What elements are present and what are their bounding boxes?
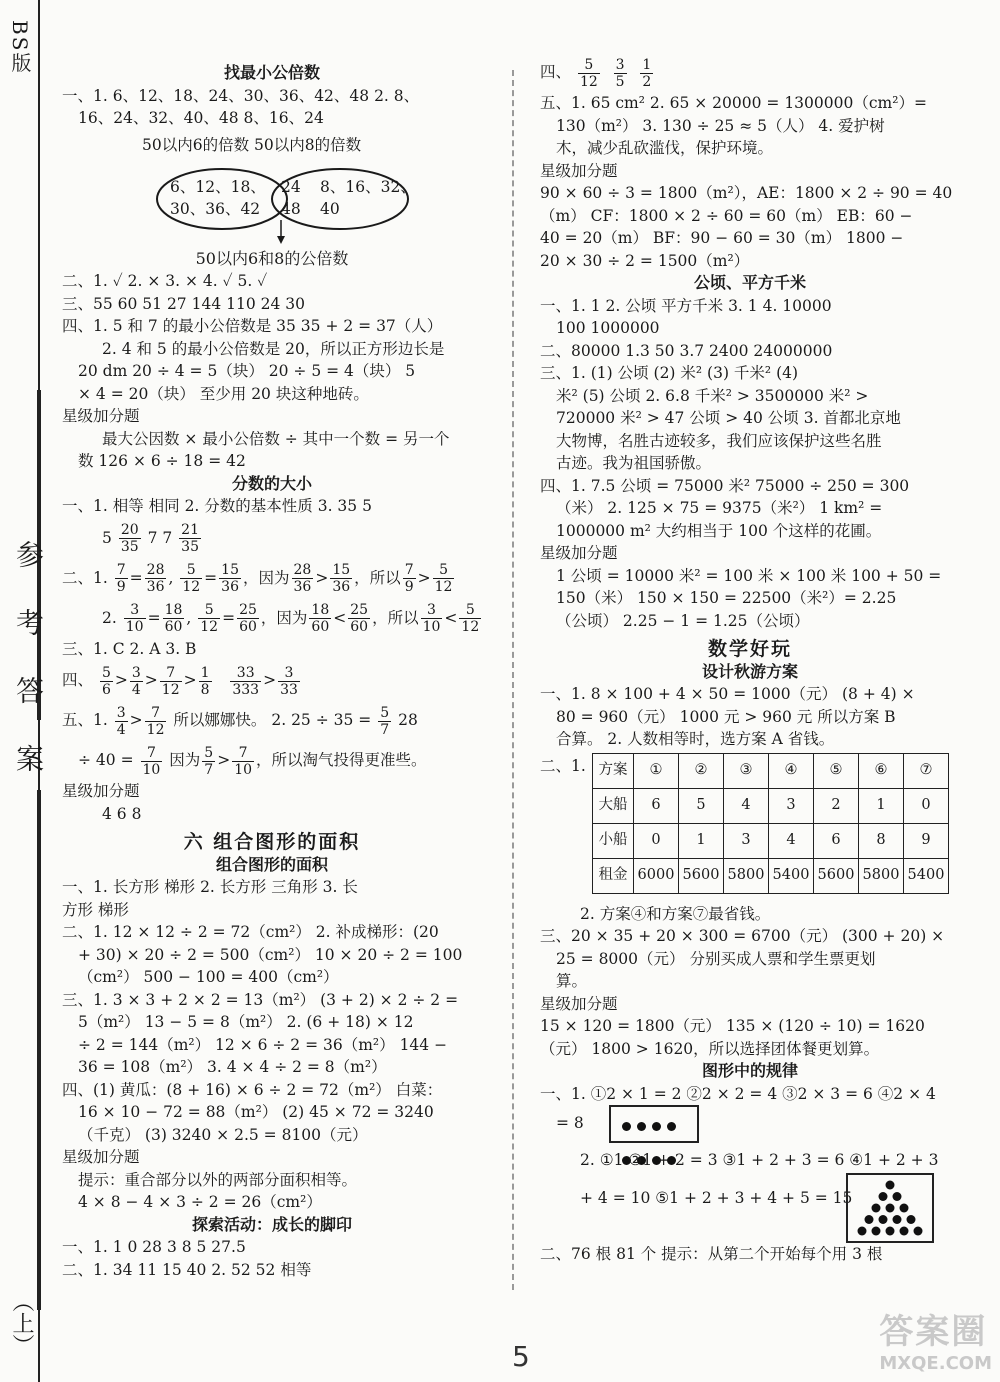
table-cell: ⑤: [814, 753, 859, 788]
table-cell: ⑥: [859, 753, 904, 788]
dot: [858, 1227, 867, 1236]
table-cell: 8: [859, 823, 904, 858]
answer-line: 2. 4 和 5 的最小公倍数是 20，所以正方形边长是: [102, 339, 445, 358]
answer-line: 二、1. ✓ 2. × 3. × 4. ✓ 5. ✓: [62, 272, 268, 290]
answer-line: + 30) × 20 ÷ 2 = 500（cm²） 10 × 20 ÷ 2 = 100: [78, 945, 463, 964]
text: = 8: [556, 1114, 584, 1132]
answer-line: 15 × 120 = 1800（元） 135 × (120 ÷ 10) = 1620: [540, 1017, 925, 1035]
page-number: 5: [512, 1340, 530, 1373]
dot: [865, 1215, 874, 1224]
venn-diagram: [62, 134, 482, 244]
text: 所以娜娜快。 2. 25 ÷ 35 =: [173, 711, 372, 729]
section-title: 公顷、平方千米: [693, 273, 806, 292]
text: 7 7: [147, 528, 173, 547]
bonus-title: 星级加分题: [540, 994, 618, 1013]
watermark: [879, 1304, 992, 1374]
answer-line: 2. ①1 ②1 + 2 = 3 ③1 + 2 + 3 = 6 ④1 + 2 + 3: [580, 1151, 939, 1169]
denominator: 8: [200, 681, 210, 698]
answer-line: 5（m²） 13 − 5 = 8（m²） 2. (6 + 18) × 12: [78, 1013, 414, 1031]
denominator: 12: [146, 721, 165, 738]
numerator: 5: [198, 602, 220, 619]
triangle-block: [540, 1139, 960, 1229]
answer-line: （m） CF：1800 × 2 ÷ 60 = 60（m） EB：60 −: [540, 206, 913, 225]
answer-line: 2. 方案④和方案⑦最省钱。: [580, 904, 771, 923]
dot: [886, 1227, 895, 1236]
fraction: [278, 665, 300, 698]
section-title: 图形中的规律: [701, 1061, 798, 1080]
fraction: [124, 602, 146, 635]
table-row: [593, 858, 949, 893]
text: 5: [102, 528, 112, 547]
numerator: 7: [145, 705, 167, 722]
venn-common-1: 24: [281, 177, 301, 196]
answer-line: 20 dm 20 ÷ 4 = 5（块） 20 ÷ 5 = 4（块） 5: [78, 362, 416, 380]
text: 五、1.: [62, 711, 108, 729]
answer-line: 二、1. 34 11 15 40 2. 52 52 相等: [62, 1260, 312, 1279]
table-row: [593, 788, 949, 823]
answer-line-fractions: 二、1. $\frac{7}{9}$ = $\frac{28}{36}$ , $\frac{5}{12}$ = $\frac{15}{36}$ ，因为 $\frac{28}{36}$ > $\frac{15}{36}$ ，所以 $\frac{7}{9}$ > $\frac{5}{12}$: [62, 562, 453, 595]
denominator: 12: [161, 681, 180, 698]
answer-line: 1 公顷 = 10000 米² = 100 米 × 100 米 100 + 50 =: [556, 566, 942, 585]
answer-line: 三、55 60 51 27 144 110 24 30: [62, 294, 305, 313]
dot: [879, 1192, 888, 1201]
text: 2.: [102, 608, 117, 627]
answer-line-with-dots: [540, 1105, 960, 1139]
dot: [900, 1204, 909, 1213]
answer-line: 三、1. 3 × 3 + 2 × 2 = 13（m²） (3 + 2) × 2 ÷ 2 =: [62, 990, 459, 1009]
denominator: 10: [234, 761, 253, 778]
table-cell: 5600: [679, 858, 724, 893]
numerator: 3: [421, 602, 443, 619]
answer-line: × 4 = 20（块） 至少用 20 块这种地砖。: [78, 384, 369, 403]
right-column: [540, 56, 960, 1266]
table-cell: 2: [814, 788, 859, 823]
denominator: 12: [200, 619, 219, 635]
answer-line: （米） 2. 125 × 75 = 9375（米²） 1 km² =: [556, 499, 883, 517]
numerator: 7: [404, 562, 414, 578]
fraction: [378, 705, 391, 738]
numerator: 25: [239, 602, 257, 618]
answer-line: 16、24、32、40、48 8、16、24: [78, 109, 324, 127]
numerator: 3: [116, 704, 126, 721]
table-cell: 5400: [904, 858, 949, 893]
denominator: 36: [293, 579, 312, 595]
fraction: [614, 57, 627, 90]
numerator: 5: [180, 562, 202, 579]
answer-line: （元） 1800 > 1620，所以选择团体餐更划算。: [540, 1039, 880, 1058]
text: ，所以: [354, 568, 401, 587]
table-cell: 6: [634, 788, 679, 823]
dot-rectangle-figure: [609, 1105, 699, 1143]
answer-line: 最大公因数 × 最小公倍数 ÷ 其中一个数 = 另一个: [102, 429, 450, 448]
fraction: [230, 665, 261, 698]
column-divider: [512, 70, 514, 1290]
numerator: 1: [200, 664, 210, 681]
dot: [907, 1215, 916, 1224]
denominator: 5: [615, 73, 625, 90]
answer-line: 三、1. (1) 公顷 (2) 米² (3) 千米² (4): [540, 364, 799, 382]
denominator: 12: [461, 619, 480, 635]
numerator: 1: [642, 56, 652, 73]
dot: [900, 1227, 909, 1236]
text: 二、1.: [540, 756, 586, 775]
bonus-title: 星级加分题: [62, 407, 140, 425]
fraction: [202, 745, 215, 778]
denominator: 12: [579, 73, 598, 90]
denominator: 60: [311, 619, 330, 635]
fraction: [198, 602, 220, 635]
answer-line: 1000000 m² 大约相当于 100 个这样的花圃。: [556, 521, 882, 540]
numerator: 33: [230, 665, 261, 682]
fraction: [459, 602, 481, 635]
table-cell: 1: [859, 788, 904, 823]
numerator: 5: [101, 664, 111, 681]
venn-arrow: [62, 134, 482, 244]
fraction: [330, 562, 352, 595]
numerator: 15: [332, 562, 351, 578]
numerator: 18: [311, 602, 330, 618]
numerator: 5: [380, 704, 390, 721]
table-cell: 5400: [769, 858, 814, 893]
section-title: 找最小公倍数: [223, 63, 320, 82]
denominator: 10: [422, 619, 441, 635]
answer-line: 一、1. 6、12、18、24、30、36、42、48 2. 8、: [62, 86, 420, 105]
fraction: [119, 522, 141, 555]
text: 四、: [540, 63, 572, 81]
answer-line: 25 = 8000（元） 分别买成人票和学生票更划: [556, 949, 876, 968]
dot: [872, 1227, 881, 1236]
answer-line: 四、(1) 黄瓜：(8 + 16) × 6 ÷ 2 = 72（m²） 白菜：: [62, 1080, 443, 1099]
table-cell: 1: [679, 823, 724, 858]
text: ，因为: [243, 568, 290, 587]
table-cell: 0: [634, 823, 679, 858]
denominator: 6: [101, 681, 111, 698]
denominator: 10: [142, 761, 161, 778]
table-cell: ②: [679, 753, 724, 788]
answer-line: 4 6 8: [102, 804, 142, 823]
answer-line: 130（m²） 3. 130 ÷ 25 ≈ 5（人） 4. 爱护树: [556, 116, 885, 135]
fraction: [115, 562, 128, 595]
chapter-title: 六 组合图形的面积: [183, 831, 361, 853]
fraction: [348, 602, 370, 635]
row-header-cell: 方案: [593, 753, 634, 788]
table-cell: 5800: [859, 858, 904, 893]
numerator: 28: [293, 562, 312, 578]
fraction: [145, 705, 167, 738]
numerator: 28: [146, 562, 165, 578]
answer-line: 一、1. 长方形 梯形 2. 长方形 三角形 3. 长: [62, 878, 358, 896]
answer-line: 36 = 108（m²） 3. 4 × 4 ÷ 2 = 8（m²）: [78, 1058, 387, 1076]
answer-line-fractions: 2. $\frac{3}{10}$ = $\frac{18}{60}$ , $\frac{5}{12}$ = $\frac{25}{60}$ ，因为 $\frac{18}{60}$ < $\frac{25}{60}$ ，所以 $\frac{3}{10}$ < $\frac{5}{12}$: [102, 602, 480, 635]
dot: [652, 1122, 661, 1131]
answer-line: 大物博，名胜古迹较多，我们应该保护这些名胜: [556, 431, 882, 450]
answer-line: 100 1000000: [556, 319, 660, 337]
left-column: [62, 62, 482, 1281]
watermark-url: MXQE.COM: [879, 1353, 992, 1374]
answer-line-fractions: 四、 $\frac{5}{6}$ > $\frac{3}{4}$ > $\frac{7}{12}$ > $\frac{1}{8}$ $\frac{33}{333}$ > $\frac{3}{33}$: [62, 664, 298, 698]
answer-line: 一、1. 8 × 100 + 4 × 50 = 1000（元） (8 + 4) ×: [540, 685, 915, 703]
answer-line-fractions: 五、1. $\frac{3}{4}$ > $\frac{7}{12}$ 所以娜娜快。 2. 25 ÷ 35 = $\frac{5}{7}$ 28: [62, 704, 418, 738]
numerator: 20: [120, 522, 139, 538]
venn-common-2: 48: [281, 199, 301, 218]
dot: [637, 1122, 646, 1131]
answer-line: 方形 梯形: [62, 900, 129, 919]
answer-line: 合算。 2. 人数相等时，选方案 A 省钱。: [556, 730, 835, 748]
venn-b-line2: 40: [320, 199, 340, 218]
table-cell: 5800: [724, 858, 769, 893]
denominator: 33: [280, 681, 298, 698]
table-cell: 5: [679, 788, 724, 823]
answer-line-fractions: [540, 52, 960, 92]
dot: [667, 1122, 676, 1131]
dot: [879, 1215, 888, 1224]
fraction: [141, 745, 163, 778]
denominator: 2: [642, 73, 652, 90]
volume-label: （上）: [9, 1290, 34, 1356]
answer-line: （千克） (3) 3240 × 2.5 = 8100（元）: [78, 1125, 368, 1144]
numerator: 21: [181, 522, 199, 538]
fraction: [640, 57, 653, 90]
answer-line: 二、1. 12 × 12 ÷ 2 = 72（cm²） 2. 补成梯形：(20: [62, 923, 439, 941]
table-cell: ⑦: [904, 753, 949, 788]
answer-line: 40 = 20（m） BF：90 − 60 = 30（m） 1800 −: [540, 229, 904, 247]
numerator: 3: [278, 665, 300, 682]
table-cell: ①: [634, 753, 679, 788]
table-cell: 4: [724, 788, 769, 823]
answer-line: 五、1. 65 cm² 2. 65 × 20000 = 1300000（cm²）=: [540, 94, 927, 112]
denominator: 60: [239, 619, 257, 635]
bonus-title: 星级加分题: [540, 544, 618, 562]
numerator: 7: [232, 745, 254, 762]
bonus-title: 星级加分题: [540, 161, 618, 180]
dot-triangle-svg: [848, 1175, 932, 1241]
row-header-cell: 租金: [593, 858, 634, 893]
answer-line: 20 × 30 ÷ 2 = 1500（m²）: [540, 251, 750, 270]
fraction: [199, 665, 212, 698]
numerator: 5: [578, 57, 600, 74]
numerator: 25: [350, 602, 369, 618]
answer-line: 数 126 × 6 ÷ 18 = 42: [78, 452, 246, 470]
fraction: [232, 745, 254, 778]
answer-line: 木，减少乱砍滥伐，保护环境。: [556, 139, 774, 157]
venn-b-line1: 8、16、32、: [320, 177, 416, 196]
table-cell: 3: [769, 788, 814, 823]
answer-line: 二、80000 1.3 50 3.7 2400 24000000: [540, 341, 833, 360]
denominator: 60: [350, 619, 369, 635]
spine-title: 参考答案: [12, 540, 45, 812]
denominator: 9: [116, 579, 126, 595]
dot: [893, 1215, 902, 1224]
answer-line: 90 × 60 ÷ 3 = 1800（m²），AE：1800 × 2 ÷ 90 = 40: [540, 184, 953, 202]
fraction: [160, 665, 182, 698]
venn-a-line1: 6、12、18、: [170, 177, 266, 196]
chapter-title: 数学好玩: [707, 638, 792, 660]
fraction: [100, 665, 113, 698]
row-header-cell: 小船: [593, 823, 634, 858]
denominator: 9: [404, 579, 414, 595]
numerator: 7: [116, 562, 126, 578]
section-title: 探索活动：成长的脚印: [191, 1214, 352, 1234]
answer-line: 米² (5) 公顷 2. 6.8 千米² > 3500000 米² >: [556, 386, 869, 405]
denominator: 36: [332, 579, 351, 595]
text: ，所以淘气投得更准些。: [256, 751, 427, 769]
answer-line: 150（米） 150 × 150 = 22500（米²）= 2.25: [556, 589, 897, 607]
fraction: [145, 562, 167, 595]
answer-line: 三、1. C 2. A 3. B: [62, 639, 197, 658]
watermark-title: 答案圈: [879, 1312, 988, 1352]
fraction: [403, 562, 416, 595]
numerator: 7: [141, 745, 163, 762]
answer-line: 80 = 960（元） 1000 元 > 960 元 所以方案 B: [556, 707, 896, 726]
plan-table: [592, 753, 949, 894]
dot: [622, 1122, 631, 1131]
table-cell: 6000: [634, 858, 679, 893]
fraction: [219, 562, 241, 595]
denominator: 60: [164, 619, 183, 635]
text: ，因为: [260, 608, 308, 627]
edition-label: BS版: [8, 20, 32, 75]
denominator: 7: [204, 761, 214, 778]
fraction: [578, 57, 600, 90]
fraction: [237, 602, 259, 635]
section-title: 组合图形的面积: [215, 854, 328, 874]
table-cell: 4: [769, 823, 814, 858]
denominator: 333: [232, 681, 260, 698]
answer-line: 四、1. 5 和 7 的最小公倍数是 35 35 + 2 = 37（人）: [62, 317, 443, 335]
answer-line: 三、20 × 35 + 20 × 300 = 6700（元） (300 + 20) ×: [540, 927, 945, 945]
text: ÷ 40 =: [78, 751, 134, 769]
fraction: [130, 665, 143, 698]
numerator: 5: [204, 744, 214, 761]
table-cell: 6: [814, 823, 859, 858]
denominator: 4: [116, 721, 126, 738]
dot: [872, 1204, 881, 1213]
table-cell: ④: [769, 753, 814, 788]
answer-line: 16 × 10 − 72 = 88（m²） (2) 45 × 72 = 3240: [78, 1103, 434, 1121]
plan-table-wrap: [540, 753, 960, 903]
table-cell: 3: [724, 823, 769, 858]
row-header-cell: 大船: [593, 788, 634, 823]
section-title: 设计秋游方案: [701, 661, 798, 681]
answer-line-fractions: [62, 518, 482, 558]
venn-top-label: 50以内6的倍数 50以内8的倍数: [142, 135, 362, 154]
denominator: 12: [182, 579, 201, 595]
numerator: 3: [124, 602, 146, 619]
dot-triangle-figure: [846, 1173, 934, 1243]
venn-a-line2: 30、36、42: [170, 199, 261, 218]
numerator: 7: [160, 665, 182, 682]
answer-line: 算。: [556, 972, 588, 990]
numerator: 3: [131, 664, 141, 681]
answer-line: （公顷） 2.25 − 1 = 1.25（公顷）: [556, 611, 810, 630]
spine-bar-lower: [37, 790, 41, 1310]
table-row: [593, 823, 949, 858]
denominator: 36: [146, 579, 165, 595]
numerator: 3: [615, 56, 625, 73]
numerator: 15: [221, 562, 239, 578]
table-cell: 0: [904, 788, 949, 823]
text: ，所以: [372, 608, 419, 627]
denominator: 10: [125, 619, 144, 635]
answer-line: 一、1. ①2 × 1 = 2 ②2 × 2 = 4 ③2 × 3 = 6 ④2 × 4: [540, 1084, 936, 1103]
dot: [893, 1192, 902, 1201]
fraction: [309, 602, 331, 635]
fraction: [163, 602, 185, 635]
dot: [886, 1181, 895, 1190]
denominator: 35: [181, 539, 199, 555]
fraction: [180, 562, 202, 595]
numerator: 5: [459, 602, 481, 619]
fraction: [115, 705, 128, 738]
answer-line-fractions: ÷ 40 = $\frac{7}{10}$ 因为 $\frac{5}{7}$ > $\frac{7}{10}$ ，所以淘气投得更准些。: [78, 744, 427, 778]
answer-line: 720000 米² > 47 公顷 > 40 公顷 3. 首都北京地: [556, 409, 901, 427]
denominator: 7: [380, 721, 390, 738]
answer-line: 一、1. 1 0 28 3 8 5 27.5: [62, 1238, 246, 1256]
text: 二、1.: [62, 568, 108, 587]
denominator: 35: [120, 539, 139, 555]
answer-line: （cm²） 500 − 100 = 400（cm²）: [78, 968, 339, 986]
answer-line: 一、1. 1 2. 公顷 平方千米 3. 1 4. 10000: [540, 296, 832, 315]
text: 因为: [169, 751, 201, 769]
table-cell: 9: [904, 823, 949, 858]
dot: [914, 1227, 923, 1236]
answer-line: 一、1. 相等 相同 2. 分数的基本性质 3. 35 5: [62, 497, 372, 515]
venn-bottom-label: 50以内6和8的公倍数: [195, 248, 349, 268]
numerator: 5: [433, 562, 455, 579]
section-title: 分数的大小: [231, 473, 312, 493]
fraction: [179, 522, 201, 555]
bonus-title: 星级加分题: [62, 1148, 140, 1166]
denominator: 36: [221, 579, 239, 595]
fraction: [433, 562, 455, 595]
answer-line: 提示：重合部分以外的两部分面积相等。: [78, 1170, 358, 1189]
answer-line: 四、1. 7.5 公顷 = 75000 米² 75000 ÷ 250 = 300: [540, 476, 910, 495]
table-row: [593, 753, 949, 788]
answer-line: 古迹。我为祖国骄傲。: [556, 454, 712, 472]
table-cell: 5600: [814, 858, 859, 893]
answer-line: 二、76 根 81 个 提示：从第二个开始每个用 3 根: [540, 1245, 883, 1263]
text: 28: [398, 711, 418, 729]
fraction: [421, 602, 443, 635]
bonus-title: 星级加分题: [62, 782, 140, 800]
answer-line: 4 × 8 − 4 × 3 ÷ 2 = 26（cm²）: [78, 1193, 322, 1211]
answer-line: + 4 = 10 ⑤1 + 2 + 3 + 4 + 5 = 15: [580, 1189, 853, 1207]
denominator: 4: [131, 681, 141, 698]
denominator: 12: [434, 579, 453, 595]
answer-line: ÷ 2 = 144（m²） 12 × 6 ÷ 2 = 36（m²） 144 −: [78, 1035, 448, 1054]
table-cell: ③: [724, 753, 769, 788]
fraction: [292, 562, 314, 595]
numerator: 18: [164, 602, 183, 618]
dot: [886, 1204, 895, 1213]
text: 四、: [62, 671, 94, 689]
